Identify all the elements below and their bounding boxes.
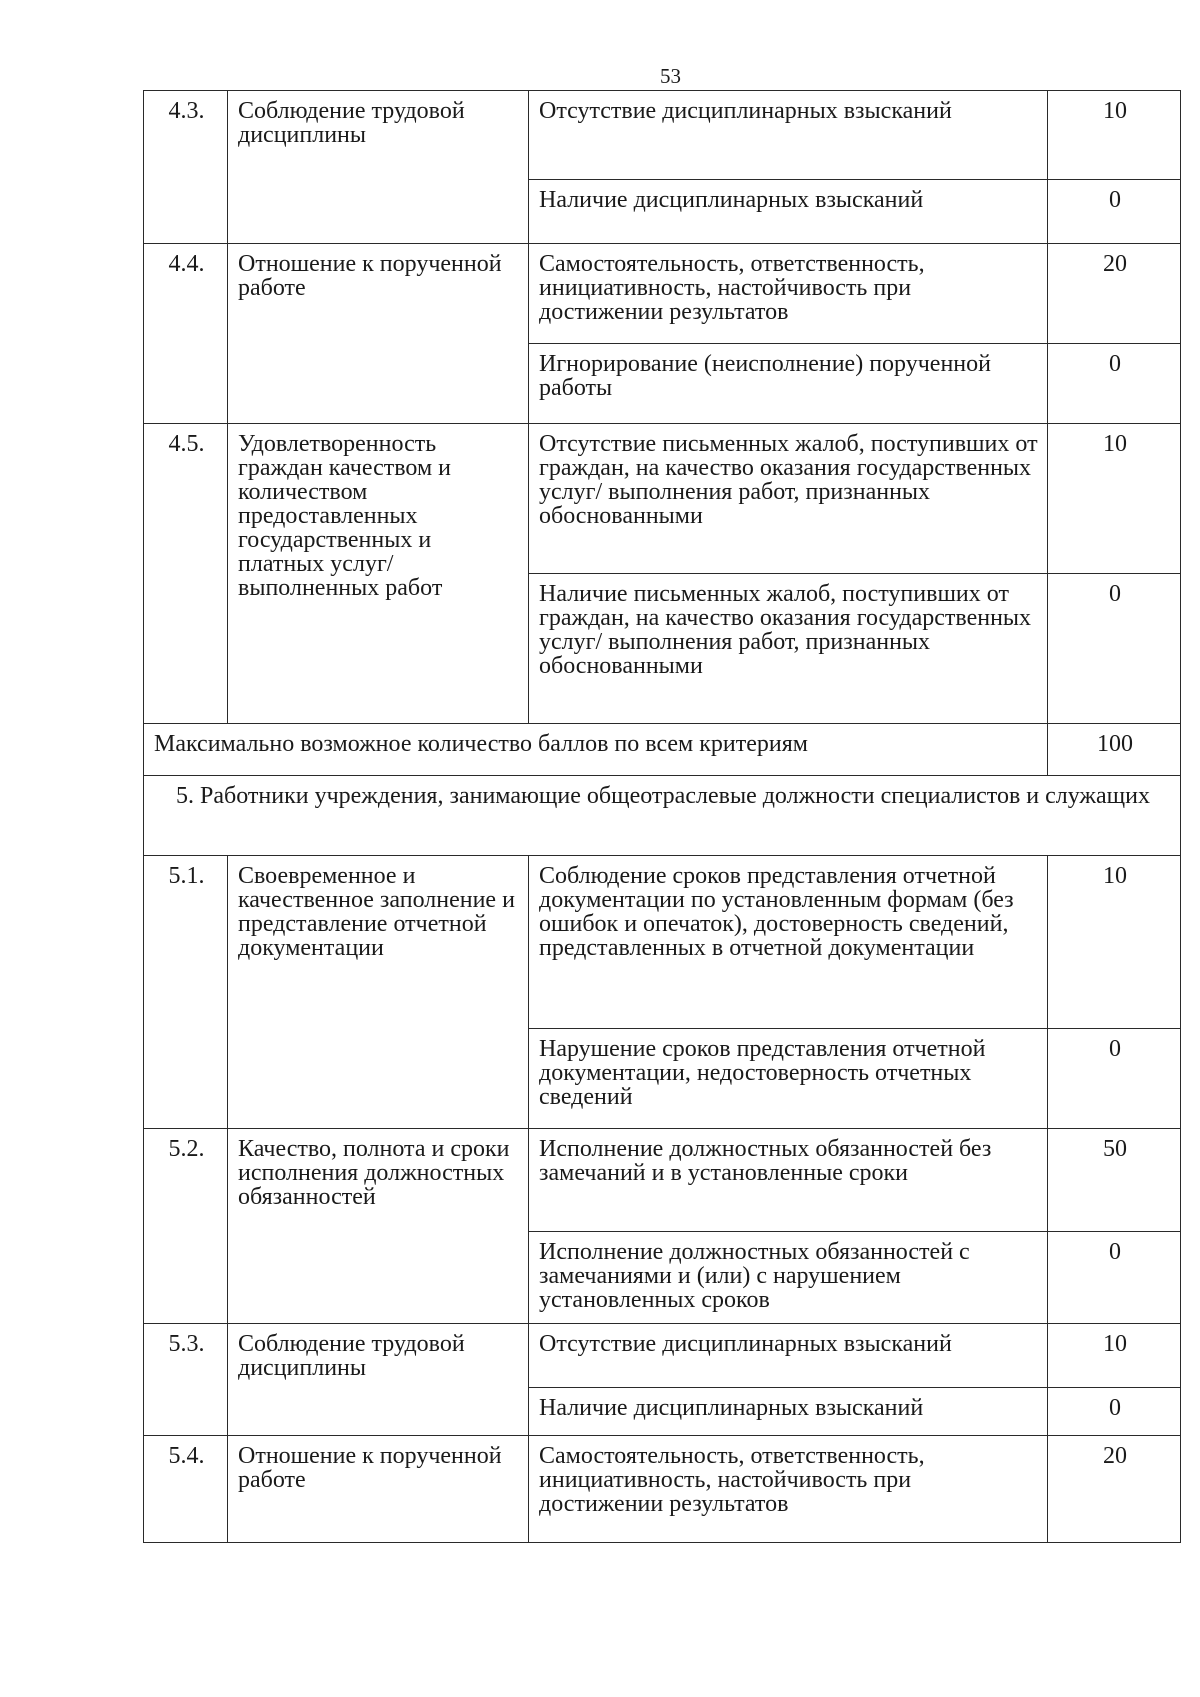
indicator-text: Исполнение должностных обязанностей без замечаний и в установленные сроки: [529, 1129, 1048, 1232]
criterion-name: Своевременное и качественное заполнение и представление отчетной документации: [228, 856, 529, 1129]
section-title: 5. Работники учреждения, занимающие общеотраслевые должности специалистов и служащих: [144, 776, 1181, 856]
indicator-text: Исполнение должностных обязанностей с замечаниями и (или) с нарушением установленных сроков: [529, 1232, 1048, 1324]
score-value: 0: [1048, 1232, 1181, 1324]
indicator-text: Наличие письменных жалоб, поступивших от граждан, на качество оказания государственных услуг/ выполнения работ, признанных обоснованными: [529, 574, 1048, 724]
table-row: [144, 856, 1181, 1029]
criterion-number: 4.4.: [144, 244, 228, 424]
table-row: [144, 776, 1181, 856]
table-row: [144, 724, 1181, 776]
total-score: 100: [1048, 724, 1181, 776]
table-row: [144, 424, 1181, 574]
criterion-name: Отношение к порученной работе: [228, 1436, 529, 1543]
table-row: [144, 244, 1181, 344]
criterion-name: Отношение к порученной работе: [228, 244, 529, 424]
criterion-name: Соблюдение трудовой дисциплины: [228, 91, 529, 244]
score-value: 0: [1048, 574, 1181, 724]
score-value: 0: [1048, 180, 1181, 244]
score-value: 20: [1048, 1436, 1181, 1543]
table-row: [144, 1324, 1181, 1388]
page-number: 53: [660, 64, 681, 88]
score-value: 10: [1048, 91, 1181, 180]
indicator-text: Игнорирование (неисполнение) порученной работы: [529, 344, 1048, 424]
criteria-table: [143, 90, 1181, 1543]
score-value: 10: [1048, 424, 1181, 574]
score-value: 20: [1048, 244, 1181, 344]
indicator-text: Отсутствие дисциплинарных взысканий: [529, 91, 1048, 180]
score-value: 50: [1048, 1129, 1181, 1232]
indicator-text: Отсутствие письменных жалоб, поступивших от граждан, на качество оказания государственных услуг/ выполнения работ, признанных обоснованными: [529, 424, 1048, 574]
score-value: 0: [1048, 1388, 1181, 1436]
criterion-number: 5.3.: [144, 1324, 228, 1436]
table-row: [144, 91, 1181, 180]
indicator-text: Нарушение сроков представления отчетной документации, недостоверность отчетных сведений: [529, 1029, 1048, 1129]
indicator-text: Самостоятельность, ответственность, инициативность, настойчивость при достижении результатов: [529, 1436, 1048, 1543]
score-value: 10: [1048, 1324, 1181, 1388]
indicator-text: Наличие дисциплинарных взысканий: [529, 1388, 1048, 1436]
score-value: 0: [1048, 344, 1181, 424]
table-row: [144, 1129, 1181, 1232]
table-row: [144, 1436, 1181, 1543]
criterion-number: 5.1.: [144, 856, 228, 1129]
criterion-number: 4.3.: [144, 91, 228, 244]
criterion-number: 4.5.: [144, 424, 228, 724]
total-label: Максимально возможное количество баллов по всем критериям: [144, 724, 1048, 776]
indicator-text: Самостоятельность, ответственность, инициативность, настойчивость при достижении результатов: [529, 244, 1048, 344]
criterion-name: Удовлетворенность граждан качеством и количеством предоставленных государственных и платных услуг/выполненных работ: [228, 424, 529, 724]
criterion-name: Качество, полнота и сроки исполнения должностных обязанностей: [228, 1129, 529, 1324]
indicator-text: Отсутствие дисциплинарных взысканий: [529, 1324, 1048, 1388]
score-value: 0: [1048, 1029, 1181, 1129]
criterion-name: Соблюдение трудовой дисциплины: [228, 1324, 529, 1436]
criterion-number: 5.2.: [144, 1129, 228, 1324]
score-value: 10: [1048, 856, 1181, 1029]
indicator-text: Соблюдение сроков представления отчетной документации по установленным формам (без ошибок и опечаток), достоверность сведений, представленных в отчетной документации: [529, 856, 1048, 1029]
indicator-text: Наличие дисциплинарных взысканий: [529, 180, 1048, 244]
criterion-number: 5.4.: [144, 1436, 228, 1543]
